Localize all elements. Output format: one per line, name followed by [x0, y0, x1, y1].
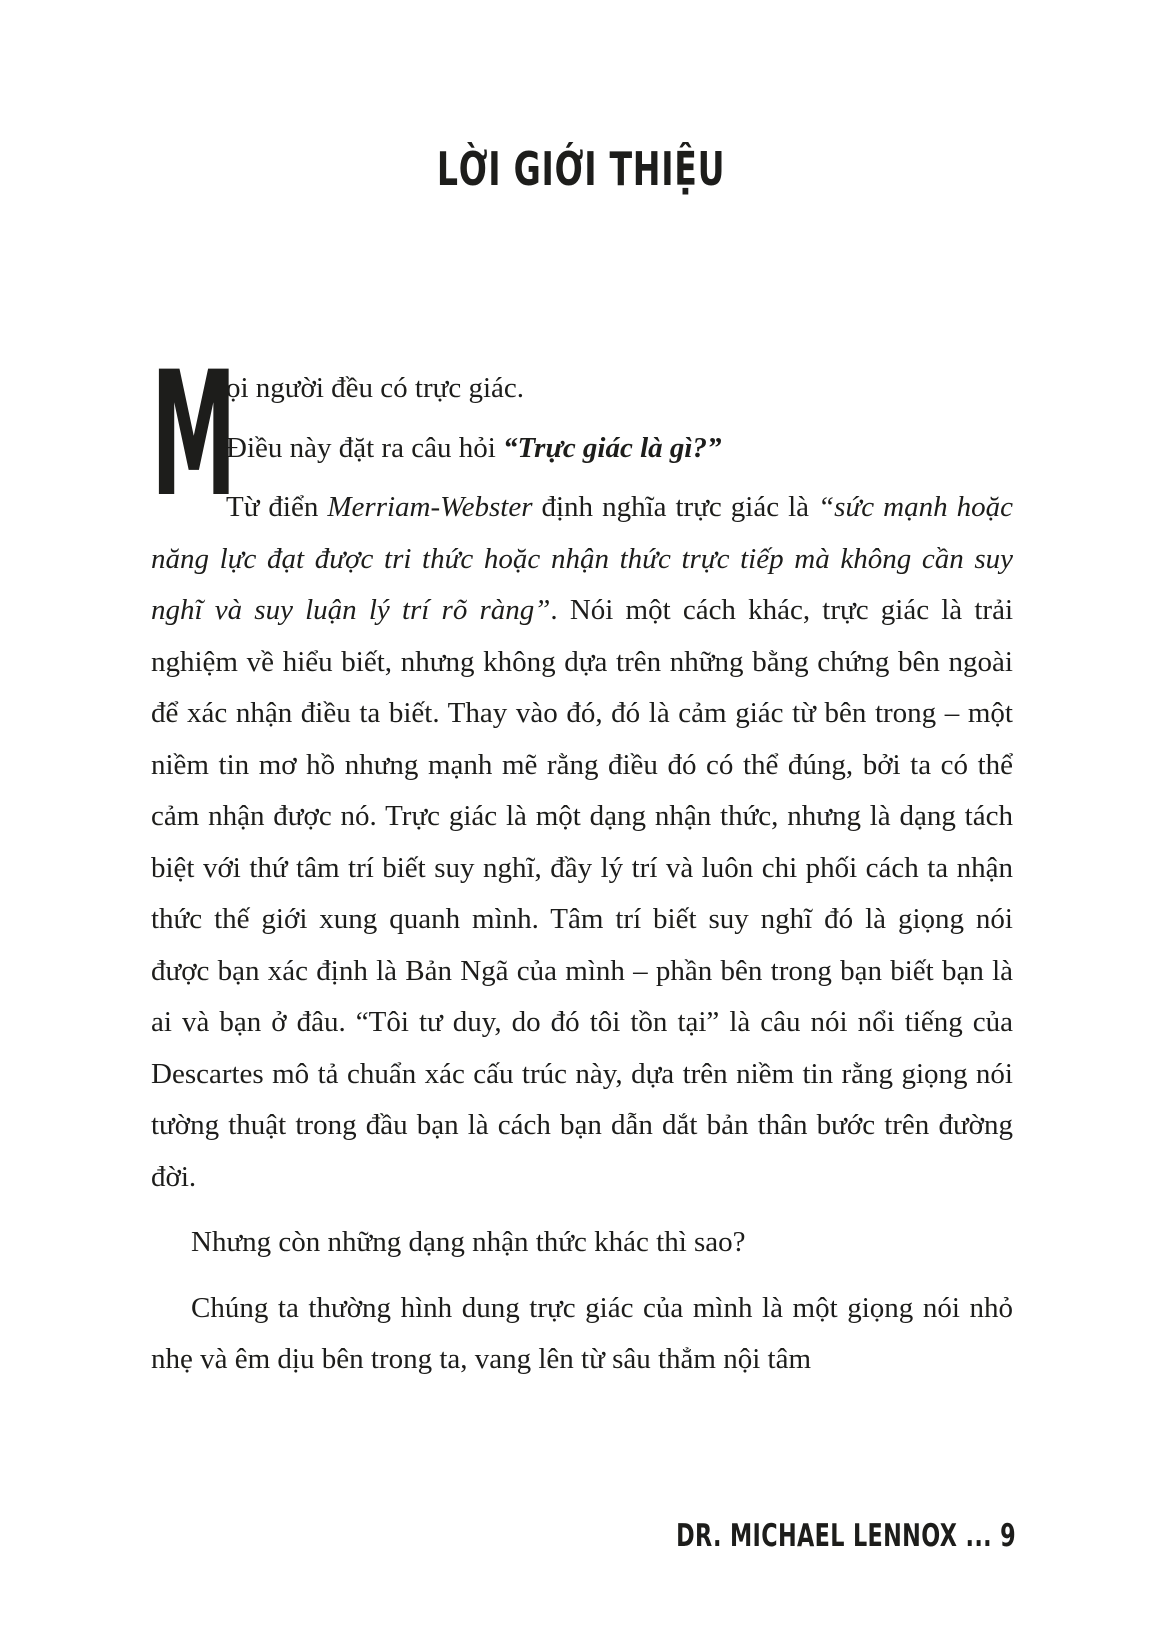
- paragraph-3: [151, 482, 1013, 1203]
- paragraph-2-text: Điều này đặt ra câu hỏi: [226, 431, 504, 464]
- paragraph-4: Nhưng còn những dạng nhận thức khác thì sao?: [191, 1226, 746, 1258]
- paragraph-3-definition: “sức mạnh hoặc năng lực đạt được tri thức hoặc nhận thức trực tiếp mà không cần suy nghĩ và suy luận lý trí rõ ràng”: [151, 491, 1013, 626]
- paragraph-3-c: định nghĩa trực giác là: [532, 491, 819, 523]
- page-number: 9: [1000, 1518, 1016, 1554]
- paragraph-3-a: Từ điển: [226, 491, 328, 523]
- paragraph-2-question: “Trực giác là gì?”: [503, 431, 722, 464]
- paragraph-3-e: . Nói một cách khác, trực giác là trải nghiệm về hiểu biết, nhưng không dựa trên những bằng chứng bên ngoài để xác nhận điều ta biết. Thay vào đó, đó là cảm giác từ bên trong – một niềm tin mơ hồ nhưng mạnh mẽ rằng điều đó có thể đúng, bởi ta có thể cảm nhận được nó. Trực giác là một dạng nhận thức, nhưng là dạng tách biệt với thứ tâm trí biết suy nghĩ, đầy lý trí và luôn chi phối cách ta nhận thức thế giới xung quanh mình. Tâm trí biết suy nghĩ đó là giọng nói được bạn xác định là Bản Ngã của mình – phần bên trong bạn biết bạn là ai và bạn ở đâu. “Tôi tư duy, do đó tôi tồn tại” là câu nói nổi tiếng của Descartes mô tả chuẩn xác cấu trúc này, dựa trên niềm tin rằng giọng nói tường thuật trong đầu bạn là cách bạn dẫn dắt bản thân bước trên đường đời.: [151, 594, 1013, 1193]
- paragraph-3-dictionary: Merriam-Webster: [327, 491, 533, 523]
- body-text: [151, 334, 1013, 1400]
- running-footer: [676, 1518, 1016, 1554]
- paragraph-5: Chúng ta thường hình dung trực giác của mình là một giọng nói nhỏ nhẹ và êm dịu bên trong ta, vang lên từ sâu thẳm nội tâm: [151, 1291, 1013, 1375]
- footer-separator: ...: [965, 1518, 992, 1554]
- chapter-title: LỜI GIỚI THIỆU: [436, 142, 726, 196]
- paragraph-2: [226, 423, 1013, 475]
- drop-cap-letter: M: [151, 334, 237, 535]
- paragraph-1: ọi người đều có trực giác.: [226, 372, 525, 404]
- footer-author: DR. MICHAEL LENNOX: [676, 1518, 958, 1554]
